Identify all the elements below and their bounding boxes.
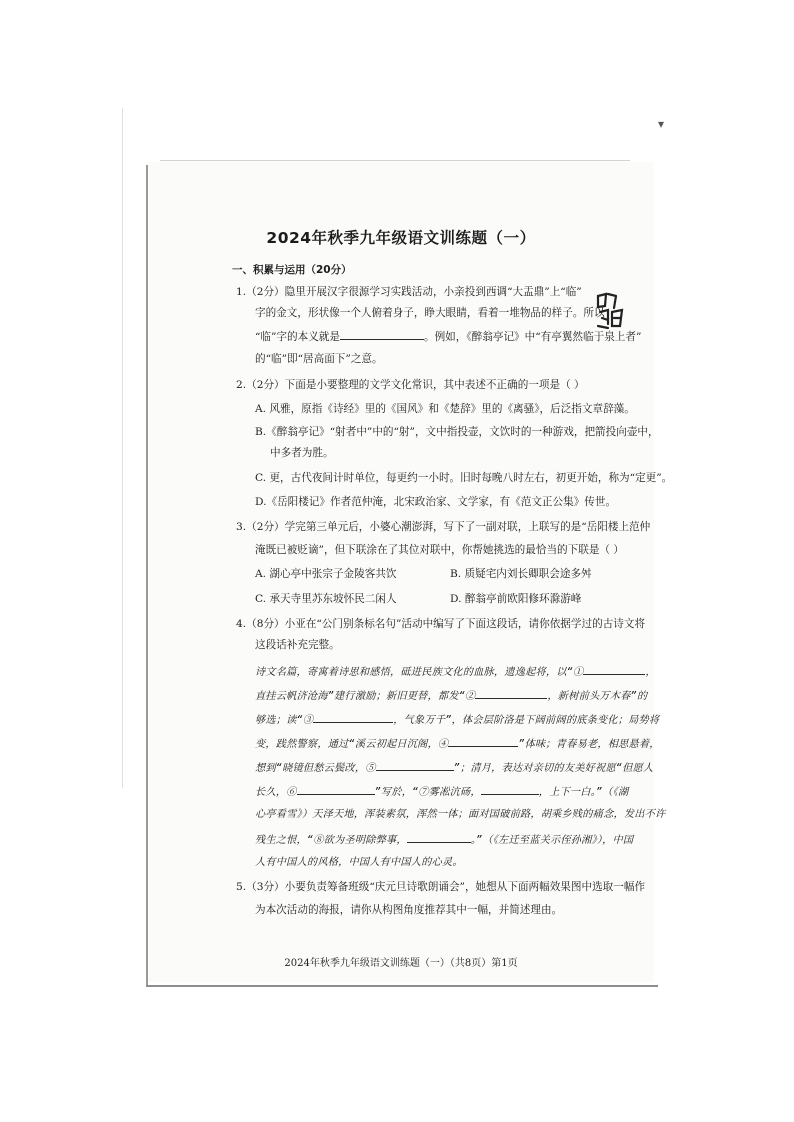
q4-text-1: 诗文名篇，寄寓着诗思和感悟，砥进民族文化的血脉，遗逸起将，以“① — [255, 667, 584, 678]
scan-speck: ▾ — [657, 117, 664, 131]
q2-option-a[interactable]: A. 风雅，原指《诗经》里的《国风》和《楚辞》里的《离骚》，后泛指文章辞藻。 — [255, 403, 635, 415]
page-footer: 2024年秋季九年级语文训练题（一）（共8页）第1页 — [284, 958, 518, 969]
q1-answer-blank[interactable] — [340, 329, 424, 340]
section-heading-1: 一、积累与运用（20分） — [232, 264, 352, 276]
q4-text-8a: 残生之恨，“⑧欲为圣明除弊事， — [255, 835, 407, 846]
exam-title: 2024年秋季九年级语文训练题（一） — [266, 229, 536, 247]
q1-line-3-text-2: 。例如，《醉翁亭记》中“有亭翼然临于泉上者” — [424, 331, 642, 343]
q2-option-b-cont: 中多者为胜。 — [270, 447, 334, 459]
q4-passage-line-6 — [255, 784, 628, 800]
q4-text-5b: ”；清月，表达对亲切的友美好祝愿“但愿人 — [453, 763, 654, 774]
q4-text-3b: ，气象万千”，体会层阶洛是下阔前阔的底条变化；局势将 — [393, 715, 660, 726]
q4-passage-line-7: 心亭看雪》）天泽天地，浑装素氛，浑然一体；面对国破前路，胡乘乡贱的痛念，发出不许 — [255, 809, 666, 820]
q2-option-d[interactable]: D.《岳阳楼记》作者范仲淹，北宋政治家、文学家，有《范文正公集》传世。 — [255, 496, 617, 508]
q3-stem-line-1: 3.（2分）学完第三单元后，小婆心潮澎湃，写下了一副对联，上联写的是“岳阳楼上范仲 — [236, 521, 651, 533]
q2-option-b[interactable]: B.《醉翁亭记》“射者中”中的“射”，文中指投壶，文饮时的一种游戏，把箭投向壶中， — [255, 426, 659, 438]
q3-option-b[interactable]: B. 质疑宅内刘长卿职会途多舛 — [450, 568, 592, 580]
q3-option-c[interactable]: C. 承天寺里苏东坡怀民二闲人 — [255, 593, 397, 605]
q1-line-4: 的“临”即“居高面下”之意。 — [255, 353, 383, 365]
q4-stem-line-1: 4.（8分）小亚在“公门别条标名句”活动中编写了下面这段话，请你依据学过的古诗文将 — [236, 618, 646, 630]
q4-blank-2[interactable] — [475, 688, 547, 699]
q4-passage-line-2 — [255, 688, 647, 704]
sheet-left-edge — [146, 165, 148, 985]
sheet-bottom-edge — [146, 985, 658, 987]
q3-option-d[interactable]: D. 醉翁亭前欧阳修环滁游峰 — [450, 593, 582, 605]
q4-passage-line-3 — [255, 712, 659, 728]
q4-text-8b: 。”（《左迁至蓝关示侄孙湘》），中国 — [470, 835, 634, 846]
q4-blank-5[interactable] — [376, 760, 454, 771]
q5-stem-line-1: 5.（3分）小要负责筹备班级“庆元旦诗歌朗诵会”，她想从下面两幅效果图中选取一幅作 — [236, 881, 646, 893]
q1-line-3 — [255, 329, 641, 344]
q1-line-1: 1.（2分）隐里开展汉字很源学习实践活动，小亲投到西调“大盂鼎”上“临” — [236, 286, 582, 298]
q4-passage-line-8 — [255, 832, 633, 848]
q4-blank-8[interactable] — [407, 832, 471, 843]
q5-stem-line-2: 为本次活动的海报，请你从构图角度推荐其中一幅，并简述理由。 — [255, 904, 563, 916]
q4-blank-1[interactable] — [583, 664, 645, 675]
q4-text-2b: ，新树前头万木春”的 — [547, 691, 648, 702]
q1-line-3-text: “临”字的本义就是 — [255, 331, 340, 343]
q4-blank-4[interactable] — [448, 736, 518, 747]
q4-text-4a: 变，践然警察，通过“溪云初起日沉阁，④ — [255, 739, 449, 750]
q4-blank-6[interactable] — [297, 784, 375, 795]
q2-stem: 2.（2分）下面是小要整理的文学文化常识，其中表述不正确的一项是（ ） — [236, 379, 585, 391]
q4-passage-line-5 — [255, 760, 653, 776]
q4-text-6a: 长久，⑥ — [255, 787, 297, 798]
scan-shadow-line — [122, 108, 123, 788]
q4-stem-line-2: 这段话补充完整。 — [255, 639, 340, 651]
q4-text-5a: 想到“晓镜但愁云鬓改，⑤ — [255, 763, 376, 774]
q4-text-3a: 够选；读“③ — [255, 715, 314, 726]
q4-passage-line-9: 人有中国人的风格，中国人有中国人的心灵。 — [255, 857, 463, 868]
q2-option-c[interactable]: C. 更，古代夜间计时单位，每更约一小时。旧时每晚八时左右，初更开始，称为“定更”。 — [255, 472, 673, 484]
q4-passage-line-4 — [255, 736, 660, 752]
sheet-top-edge — [160, 160, 630, 161]
q4-text-4b: ”体味；青春易老，相思悬着， — [518, 739, 660, 750]
q4-text-6c: ，上下一白。”（《湖 — [538, 787, 629, 798]
q4-blank-3[interactable] — [313, 712, 393, 723]
q1-line-2: 字的金文，形状像一个人俯着身子，睁大眼睛，看着一堆物品的样子。所以 — [255, 307, 605, 319]
q4-text-2a: 直挂云帆济沧海”建行激励；新旧更替，都发“② — [255, 691, 476, 702]
q4-passage-line-1: 诗文名篇，寄寓着诗思和感悟，砥进民族文化的血脉，遗逸起将，以“① ， — [255, 664, 656, 680]
jinwen-lin-glyph — [594, 290, 628, 330]
q3-stem-line-2: 淹既已被贬谪”，但下联涂在了其位对联中，你帮她挑选的最恰当的下联是（ ） — [255, 544, 624, 556]
q4-blank-7[interactable] — [481, 784, 539, 795]
q3-option-a[interactable]: A. 湖心亭中张宗子金陵客共饮 — [255, 568, 397, 580]
q4-text-6b: ”写於，“⑦雾凇沆砀， — [374, 787, 481, 798]
